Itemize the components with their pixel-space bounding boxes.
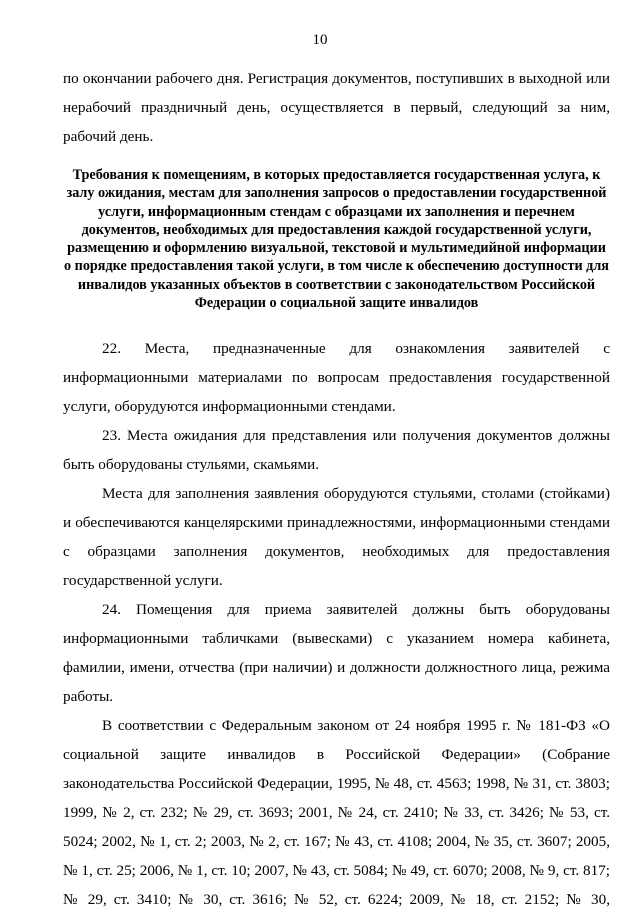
paragraph-23-cont: Места для заполнения заявления оборудуются стульями, столами (стойками) и обеспечиваются канцелярскими принадлежностями, информационными стендами с образцами заполнения документов, необходимых для предоставления государственной услуги. bbox=[63, 485, 610, 589]
section-body bbox=[63, 334, 610, 914]
intro-line: нерабочий праздничный день, осуществляется в первый, следующий за ним, bbox=[63, 99, 610, 116]
intro-paragraph bbox=[63, 64, 610, 151]
paragraph-22: 22. Места, предназначенные для ознакомления заявителей с информационными материалами по вопросам предоставления государственной услуги, оборудуются информационными стендами. bbox=[63, 340, 610, 415]
intro-line: рабочий день. bbox=[63, 128, 154, 145]
paragraph-law-reference: В соответствии с Федеральным законом от 24 ноября 1995 г. № 181-ФЗ «О социальной защите инвалидов в Российской Федерации» (Собрание законодательства Российской Федерации, 1995, № 48, ст. 4563; 1998, № 31, ст. 3803; 1999, № 2, ст. 232; № 29, ст. 3693; 2001, № 24, ст. 2410; № 33, ст. 3426; № 53, ст. 5024; 2002, № 1, ст. 2; 2003, № 2, ст. 167; № 43, ст. 4108; 2004, № 35, ст. 3607; 2005, № 1, ст. 25; 2006, № 1, ст. 10; 2007, № 43, ст. 5084; № 49, ст. 6070; 2008, № 9, ст. 817; № 29, ст. 3410; № 30, ст. 3616; № 52, ст. 6224; 2009, № 18, ст. 2152; № 30, bbox=[63, 717, 610, 908]
section-heading: Требования к помещениям, в которых предоставляется государственная услуга, к залу ожидания, местам для заполнения запросов о предоставлении государственной услуги, информационным стендам с образцами их заполнения и перечнем документов, необходимых для предоставления каждой государственной услуги, размещению и оформлению визуальной, текстовой и мультимедийной информации о порядке предоставления такой услуги, в том числе к обеспечению доступности для инвалидов указанных объектов в соответствии с законодательством Российской Федерации о социальной защите инвалидов bbox=[64, 167, 609, 312]
page-number: 10 bbox=[312, 32, 328, 48]
paragraph-23: 23. Места ожидания для представления или получения документов должны быть оборудованы стульями, скамьями. bbox=[63, 427, 610, 473]
paragraph-24: 24. Помещения для приема заявителей должны быть оборудованы информационными табличками (вывесками) с указанием номера кабинета, фамилии, имени, отчества (при наличии) и должности должностного лица, режима работы. bbox=[63, 601, 610, 705]
intro-line: по окончании рабочего дня. Регистрация документов, поступивших в выходной или bbox=[63, 70, 610, 87]
